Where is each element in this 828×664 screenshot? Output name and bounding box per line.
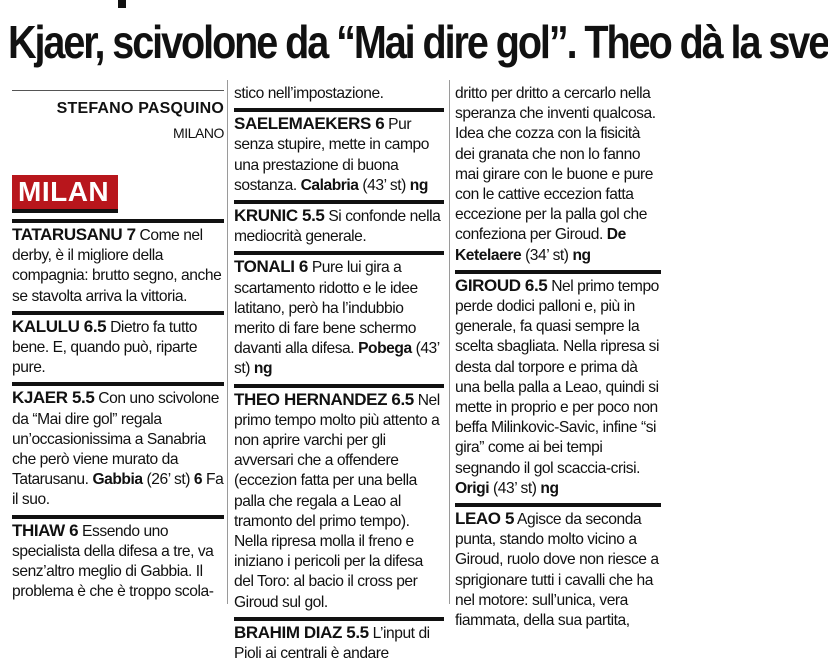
substitute-time: (34’ st) — [525, 246, 569, 264]
column-divider — [227, 80, 228, 604]
player-name-grade: KALULU 6.5 — [12, 316, 107, 336]
player-name-grade: TONALI 6 — [234, 257, 308, 277]
substitute-time: (43’ st) — [234, 340, 440, 378]
substitute-grade: 6 — [193, 471, 203, 489]
top-rule-mark — [118, 0, 126, 8]
substitute-name: Gabbia — [92, 471, 143, 489]
player-name-grade: TATARUSANU 7 — [12, 225, 136, 244]
column-3 — [455, 84, 661, 631]
player-comment: Si confonde nella mediocrità generale. — [234, 208, 441, 246]
team-label: MILAN — [12, 175, 118, 213]
player-name-grade: SAELEMAEKERS 6 — [234, 114, 385, 134]
substitute-name: De Ketelaere — [455, 226, 626, 264]
substitute-grade: ng — [540, 479, 559, 497]
player-rating — [12, 219, 224, 307]
continued-text — [455, 84, 661, 266]
column-divider — [449, 80, 450, 604]
player-comment: Nel primo tempo molto più attento a non aprire varchi per gli avversari che a offendere (eccezion fatta per una bella palla che regala a Leao al tramonto del primo tempo). Nella ripresa molla il freno e iniziano i pericoli per la difesa del Toro: al bacio il cross per Giroud sul gol. — [234, 391, 440, 611]
player-rating — [455, 270, 661, 499]
player-comment: Con uno scivolone da “Mai dire gol” regala un’occasionissima a Sanabria che però viene murato da Tatarusanu. — [12, 390, 219, 489]
player-rating — [234, 200, 444, 247]
substitute-grade: ng — [409, 176, 428, 194]
player-rating — [12, 311, 224, 379]
article-headline: Kjaer, scivolone da “Mai dire gol”. Theo dà la sve — [8, 16, 828, 68]
player-name-grade: KRUNIC 5.5 — [234, 206, 325, 226]
player-comment: Come nel derby, è il migliore della compagnia: brutto segno, anche se stavolta arriva la vittoria. — [12, 227, 222, 305]
author-name: STEFANO PASQUINO — [56, 100, 224, 117]
player-name-grade: GIROUD 6.5 — [455, 275, 548, 295]
substitute-comment: Fa il suo. — [12, 471, 224, 509]
continued-text: stico nell’impostazione. — [234, 85, 384, 102]
player-comment: Agisce da seconda punta, stando molto vicino a Giroud, ruolo dove non riesce a sprigionare tutti i cavalli che ha nel motore: sull’unica, vera fiammata, della sua partita, — [455, 511, 659, 630]
substitute-time: (43’ st) — [493, 479, 537, 497]
player-rating — [455, 503, 661, 631]
player-name-grade: THEO HERNANDEZ 6.5 — [234, 389, 414, 409]
player-name-grade: LEAO 5 — [455, 509, 515, 529]
player-rating — [234, 617, 444, 664]
substitute-time: (43’ st) — [362, 176, 406, 194]
continued-comment: dritto per dritto a cercarlo nella speranza che inventi qualcosa. Idea che cozza con la fisicità dei granata che non lo fanno mai girare con le buone e pure con le cattive eccezion fatta eccezione per la palla gol che confeziona per Giroud. — [455, 85, 656, 244]
player-comment: L’input di Pioli ai centrali è andare — [234, 624, 430, 663]
player-comment: Nel primo tempo perde dodici palloni e, più in generale, fa quasi sempre la scelta sbagliata. Nella ripresa si desta dal torpore e prima dà una bella palla a Leao, quindi si mette in proprio e per poco non beffa Milinkovic-Savic, infine “si gira” come ai bei tempi segnando il gol scaccia-crisi. — [455, 277, 659, 477]
player-rating — [12, 515, 224, 603]
substitute-grade: ng — [572, 246, 591, 264]
player-comment: Pure lui gira a scartamento ridotto e le idee latitano, però ha l’indubbio merito di fare bene schermo davanti alla difesa. — [234, 259, 418, 358]
column-1 — [12, 84, 224, 602]
substitute-grade: ng — [253, 360, 273, 378]
column-2 — [234, 84, 444, 664]
player-comment: Essendo uno specialista della difesa a tre, va senz’altro meglio di Gabbia. Il problema è che è troppo scola- — [12, 522, 214, 601]
substitute-name: Origi — [455, 479, 490, 497]
player-name-grade: THIAW 6 — [12, 520, 79, 540]
byline — [12, 90, 224, 142]
player-rating — [12, 382, 224, 510]
player-rating — [234, 108, 444, 196]
substitute-name: Pobega — [358, 340, 412, 358]
dateline-city: MILANO — [173, 125, 224, 142]
player-rating — [234, 384, 444, 613]
player-rating — [234, 251, 444, 379]
substitute-time: (26’ st) — [146, 471, 190, 489]
substitute-name: Calabria — [300, 176, 359, 194]
player-name-grade: KJAER 5.5 — [12, 388, 95, 408]
player-comment: Dietro fa tutto bene. E, quando può, riparte pure. — [12, 318, 198, 377]
player-name-grade: BRAHIM DIAZ 5.5 — [234, 622, 369, 642]
player-comment: Pur senza stupire, mette in campo una prestazione di buona sostanza. — [234, 116, 429, 194]
